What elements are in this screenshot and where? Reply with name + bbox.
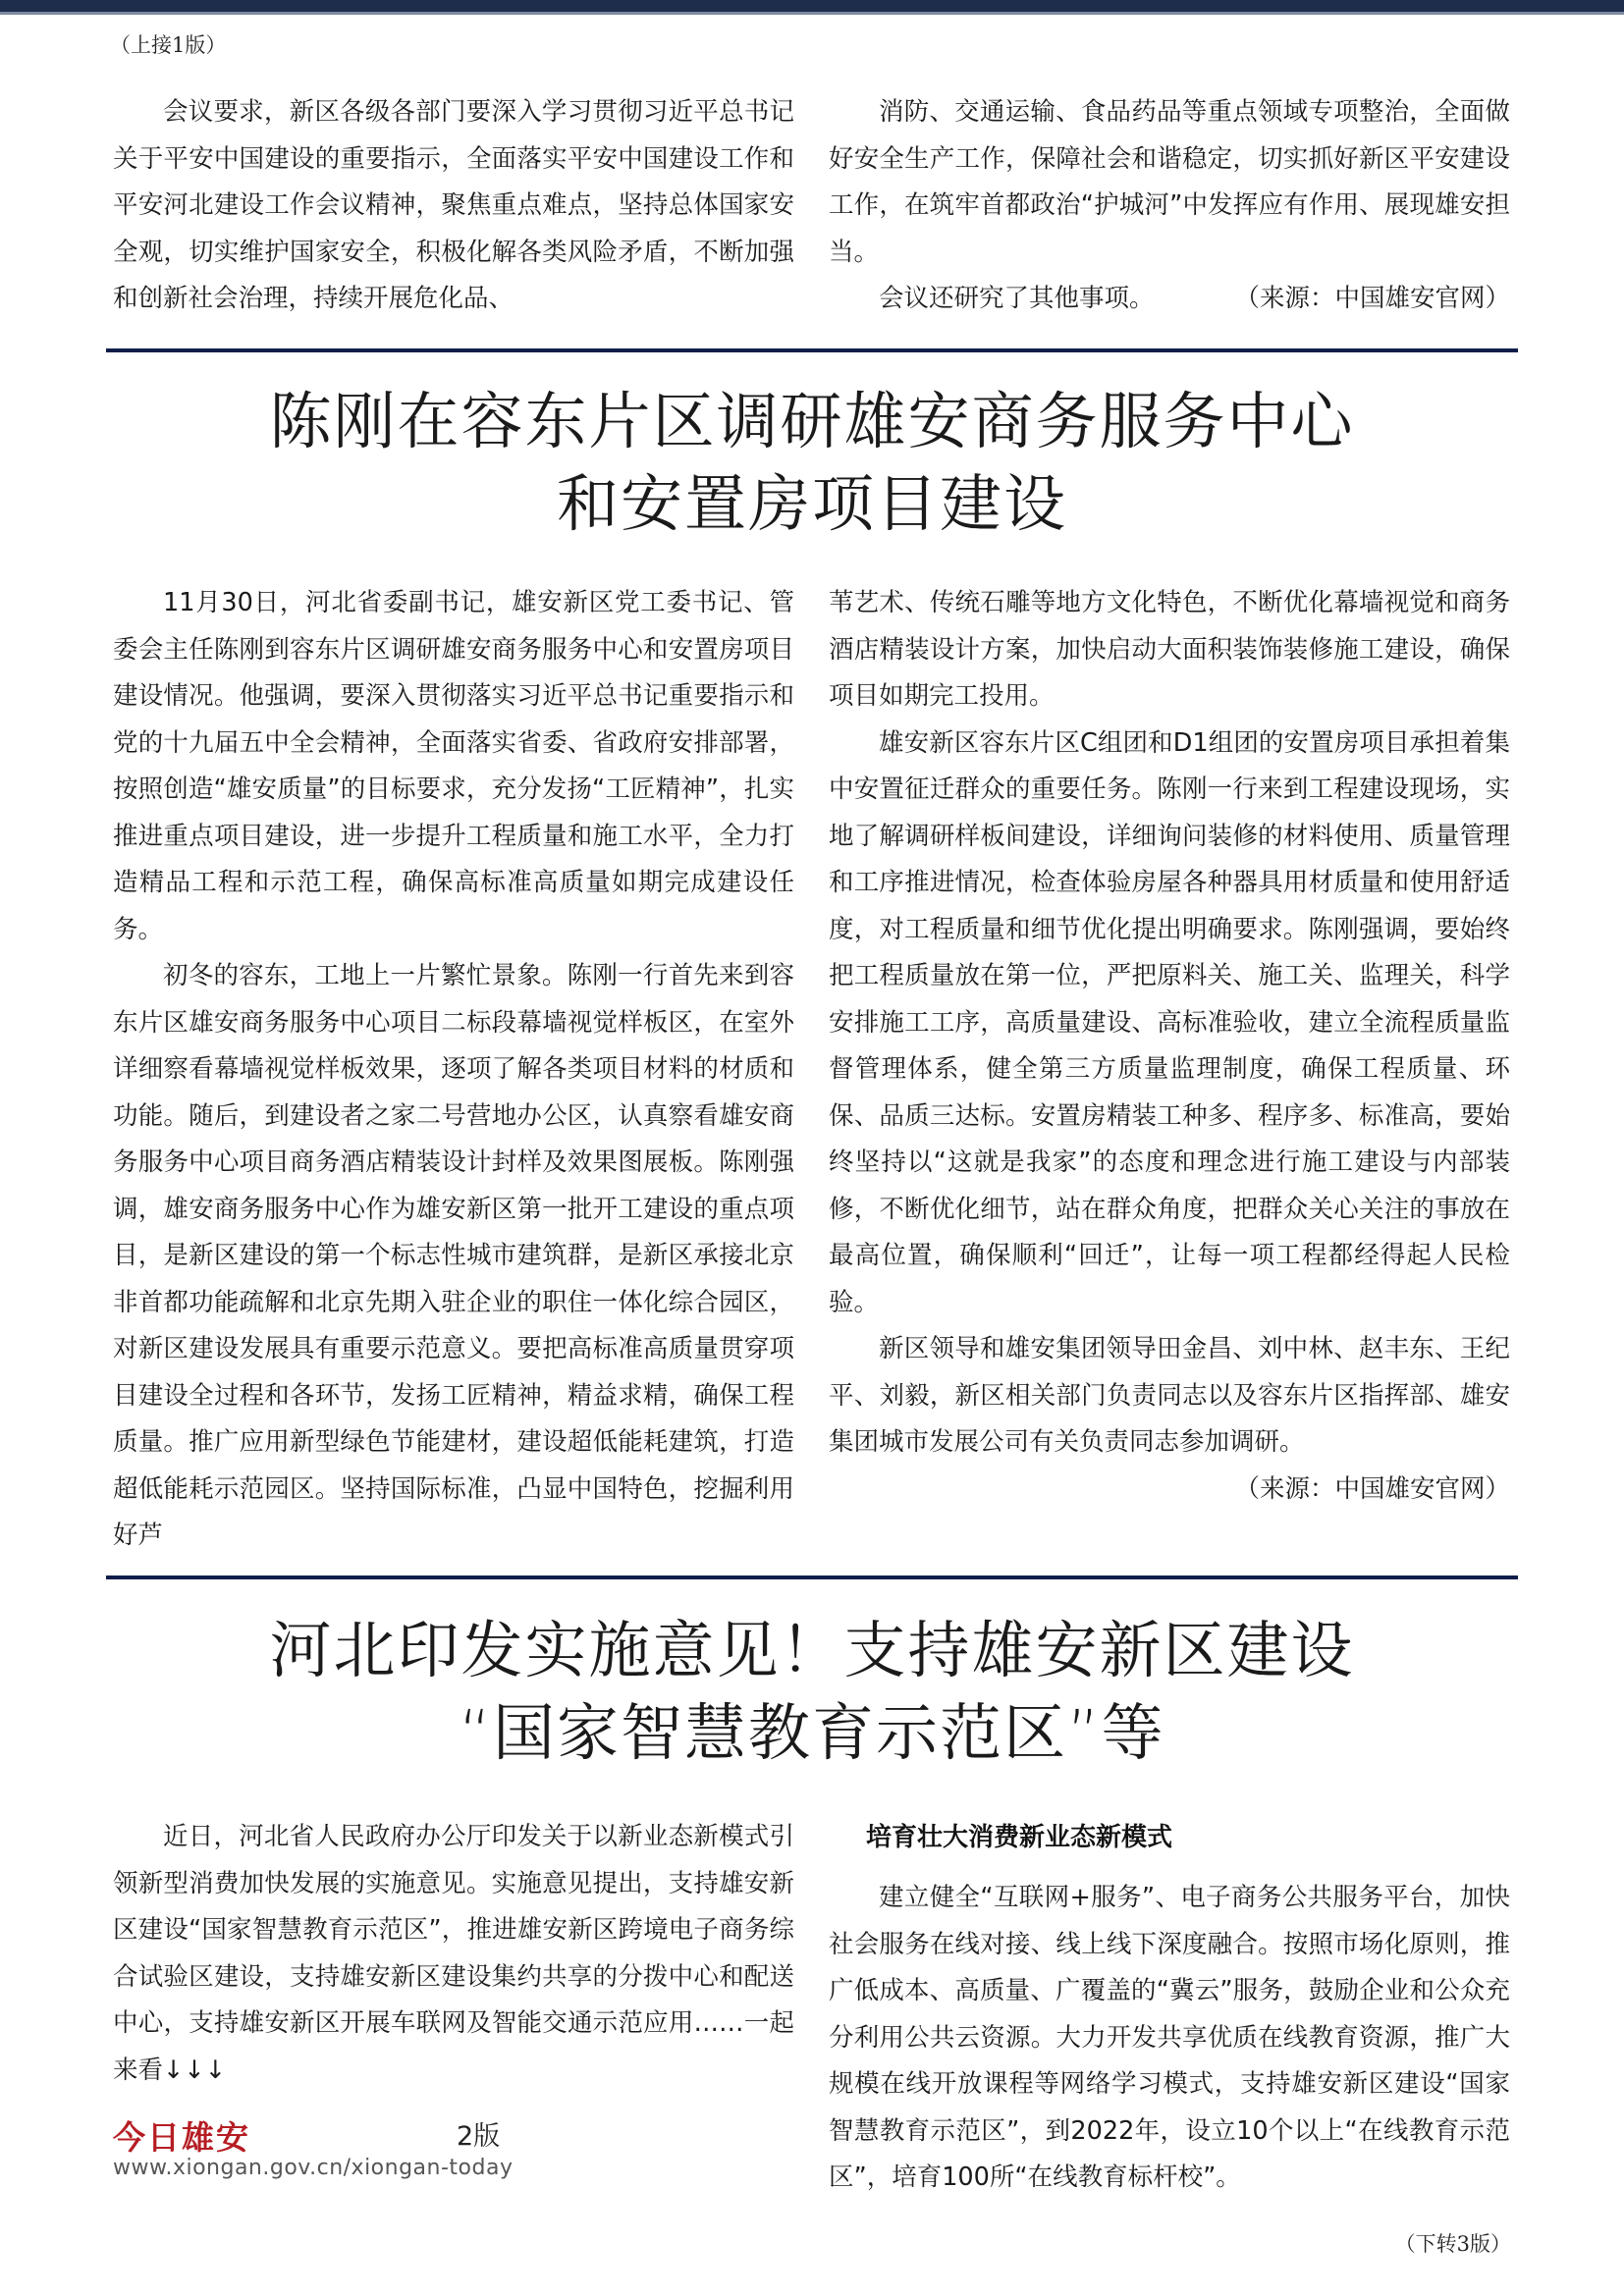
article2-right-paragraph-1: 苇艺术、传统石雕等地方文化特色，不断优化幕墙视觉和商务酒店精装设计方案，加快启动大面积装饰装修施工建设，确保项目如期完工投用。 [829, 588, 1510, 711]
article2-headline-line1: 陈刚在容东片区调研雄安商务服务中心 [269, 386, 1355, 457]
article2-right-column [829, 580, 1510, 1513]
article3-right-column [829, 1814, 1510, 2202]
article1-right-paragraph-1: 消防、交通运输、食品药品等重点领域专项整治，全面做好安全生产工作，保障社会和谐稳定，切实抓好新区平安建设工作，在筑牢首都政治“护城河”中发挥应有作用、展现雄安担当。 [829, 97, 1510, 267]
article1-right-column [829, 89, 1510, 323]
page-number: 2版 [457, 2121, 501, 2152]
article2-right-paragraph-2: 雄安新区容东片区C组团和D1组团的安置房项目承担着集中安置征迁群众的重要任务。陈刚一行来到工程建设现场，实地了解调研样板间建设，详细询问装修的材料使用、质量管理和工序推进情况，检查体验房屋各种器具用材质量和使用舒适度，对工程质量和细节优化提出明确要求。陈刚强调，要始终把工程质量放在第一位，严把原料关、施工关、监理关，科学安排施工工序，高质量建设、高标准验收，建立全流程质量监督管理体系，健全第三方质量监理制度，确保工程质量、环保、品质三达标。安置房精装工种多、程序多、标准高，要始终坚持以“这就是我家”的态度和理念进行施工建设与内部装修，不断优化细节，站在群众角度，把群众关心关注的事放在最高位置，确保顺利“回迁”，让每一项工程都经得起人民检验。 [829, 727, 1510, 1317]
article1-left-paragraph: 会议要求，新区各级各部门要深入学习贯彻习近平总书记关于平安中国建设的重要指示，全面落实平安中国建设工作和平安河北建设工作会议精神，聚焦重点难点，坚持总体国家安全观，切实维护国家安全，积极化解各类风险矛盾，不断加强和创新社会治理，持续开展危化品、 [113, 97, 794, 313]
article1-right-paragraph-2 [829, 276, 1510, 323]
continued-to-note: （下转3版） [1394, 2232, 1511, 2256]
section-divider-1 [106, 348, 1518, 352]
article3-headline [0, 1610, 1624, 1775]
article3-subheading: 培育壮大消费新业态新模式 [866, 1823, 1173, 1852]
article3-headline-line2: “国家智慧教育示范区”等 [459, 1697, 1165, 1769]
article2-headline [0, 381, 1624, 546]
top-banner-bar [0, 0, 1624, 12]
article2-source: （来源：中国雄安官网） [1234, 1473, 1510, 1504]
top-banner-accent [0, 12, 1624, 15]
article2-left-paragraph-2: 初冬的容东，工地上一片繁忙景象。陈刚一行首先来到容东片区雄安商务服务中心项目二标段幕墙视觉样板区，在室外详细察看幕墙视觉样板效果，逐项了解各类项目材料的材质和功能。随后，到建设者之家二号营地办公区，认真察看雄安商务服务中心项目商务酒店精装设计封样及效果图展板。陈刚强调，雄安商务服务中心作为雄安新区第一批开工建设的重点项目，是新区建设的第一个标志性城市建筑群，是新区承接北京非首都功能疏解和北京先期入驻企业的职住一体化综合园区，对新区建设发展具有重要示范意义。要把高标准高质量贯穿项目建设全过程和各环节，发扬工匠精神，精益求精，确保工程质量。推广应用新型绿色节能建材，建设超低能耗建筑，打造超低能耗示范园区。坚持国际标准，凸显中国特色，挖掘利用好芦 [113, 961, 794, 1550]
article2-headline-line2: 和安置房项目建设 [557, 468, 1067, 540]
section-divider-2 [106, 1575, 1518, 1579]
article3-headline-line1: 河北印发实施意见！支持雄安新区建设 [269, 1615, 1355, 1686]
continued-from-note: （上接1版） [110, 33, 227, 57]
article2-left-paragraph-1: 11月30日，河北省委副书记，雄安新区党工委书记、管委会主任陈刚到容东片区调研雄安商务服务中心和安置房项目建设情况。他强调，要深入贯彻落实习近平总书记重要指示和党的十九届五中全会精神，全面落实省委、省政府安排部署，按照创造“雄安质量”的目标要求，充分发扬“工匠精神”，扎实推进重点项目建设，进一步提升工程质量和施工水平，全力打造精品工程和示范工程，确保高标准高质量如期完成建设任务。 [113, 588, 794, 944]
article1-source: （来源：中国雄安官网） [1234, 284, 1510, 313]
article3-left-paragraph-1: 近日，河北省人民政府办公厅印发关于以新业态新模式引领新型消费加快发展的实施意见。实施意见提出，支持雄安新区建设“国家智慧教育示范区”，推进雄安新区跨境电子商务综合试验区建设，支持雄安新区建设集约共享的分拨中心和配送中心，支持雄安新区开展车联网及智能交通示范应用……一起来看↓↓↓ [113, 1822, 794, 2085]
article1-left-column [113, 89, 794, 323]
article1-closing-text: 会议还研究了其他事项。 [879, 284, 1155, 313]
site-url: www.xiongan.gov.cn/xiongan-today [113, 2156, 514, 2180]
article2-right-paragraph-3: 新区领导和雄安集团领导田金昌、刘中林、赵丰东、王纪平、刘毅，新区相关部门负责同志以及容东片区指挥部、雄安集团城市发展公司有关负责同志参加调研。 [829, 1334, 1510, 1457]
article3-right-paragraph-1: 建立健全“互联网+服务”、电子商务公共服务平台，加快社会服务在线对接、线上线下深度融合。按照市场化原则，推广低成本、高质量、广覆盖的“冀云”服务，鼓励企业和公众充分利用公共云资源。大力开发共享优质在线教育资源，推广大规模在线开放课程等网络学习模式，支持雄安新区建设“国家智慧教育示范区”，到2022年，设立10个以上“在线教育示范区”，培育100所“在线教育标杆校”。 [829, 1883, 1510, 2192]
article3-left-column [113, 1814, 794, 2094]
masthead-logo: 今日雄安 [113, 2118, 250, 2157]
article2-left-column [113, 580, 794, 1560]
